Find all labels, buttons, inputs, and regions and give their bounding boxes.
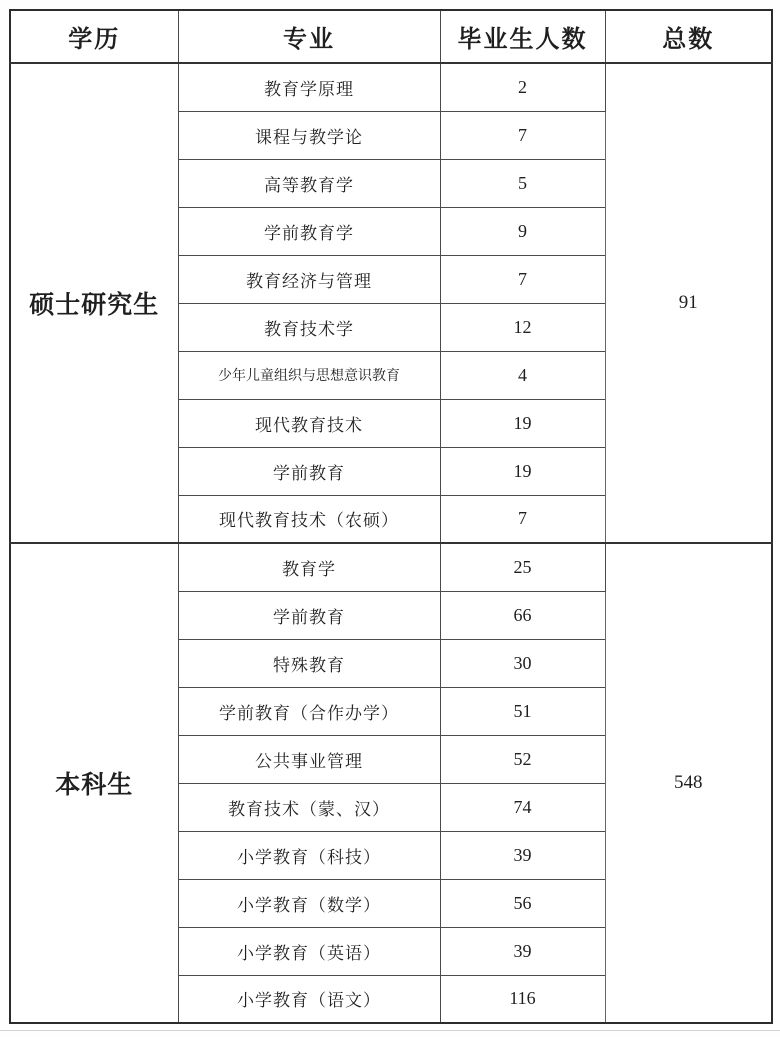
major-cell: 教育技术（蒙、汉） (178, 783, 440, 831)
major-cell: 教育经济与管理 (178, 255, 440, 303)
major-cell: 教育技术学 (178, 303, 440, 351)
table-row (10, 63, 772, 111)
graduate-count-cell: 7 (440, 111, 605, 159)
education-level-cell: 本科生 (10, 543, 178, 1023)
major-cell: 小学教育（数学） (178, 879, 440, 927)
header-education-level: 学历 (10, 10, 178, 63)
header-major: 专业 (178, 10, 440, 63)
graduates-table (9, 9, 773, 1024)
graduate-count-cell: 19 (440, 399, 605, 447)
major-cell: 学前教育（合作办学） (178, 687, 440, 735)
header-total: 总数 (605, 10, 772, 63)
table-header-row (10, 10, 772, 63)
graduate-count-cell: 39 (440, 831, 605, 879)
graduate-count-cell: 116 (440, 975, 605, 1023)
table-row (10, 543, 772, 591)
major-cell: 特殊教育 (178, 639, 440, 687)
table-body (10, 63, 772, 1023)
graduate-count-cell: 5 (440, 159, 605, 207)
major-cell: 现代教育技术（农硕） (178, 495, 440, 543)
education-level-cell: 硕士研究生 (10, 63, 178, 543)
graduate-count-cell: 12 (440, 303, 605, 351)
graduate-count-cell: 52 (440, 735, 605, 783)
graduate-count-cell: 9 (440, 207, 605, 255)
graduate-count-cell: 56 (440, 879, 605, 927)
graduate-count-cell: 19 (440, 447, 605, 495)
total-cell: 548 (605, 543, 772, 1023)
graduate-count-cell: 7 (440, 495, 605, 543)
major-cell: 课程与教学论 (178, 111, 440, 159)
major-cell: 教育学 (178, 543, 440, 591)
major-cell: 小学教育（语文） (178, 975, 440, 1023)
graduate-count-cell: 30 (440, 639, 605, 687)
graduate-count-cell: 66 (440, 591, 605, 639)
graduate-count-cell: 4 (440, 351, 605, 399)
graduate-count-cell: 25 (440, 543, 605, 591)
major-cell: 学前教育 (178, 447, 440, 495)
header-graduate-count: 毕业生人数 (440, 10, 605, 63)
major-cell: 少年儿童组织与思想意识教育 (178, 351, 440, 399)
graduate-count-cell: 7 (440, 255, 605, 303)
graduate-count-cell: 2 (440, 63, 605, 111)
major-cell: 公共事业管理 (178, 735, 440, 783)
major-cell: 学前教育 (178, 591, 440, 639)
major-cell: 教育学原理 (178, 63, 440, 111)
major-cell: 现代教育技术 (178, 399, 440, 447)
major-cell: 高等教育学 (178, 159, 440, 207)
graduate-count-cell: 39 (440, 927, 605, 975)
page-bottom-shadow (0, 1030, 780, 1031)
major-cell: 小学教育（科技） (178, 831, 440, 879)
graduate-count-cell: 51 (440, 687, 605, 735)
major-cell: 学前教育学 (178, 207, 440, 255)
graduate-count-cell: 74 (440, 783, 605, 831)
total-cell: 91 (605, 63, 772, 543)
major-cell: 小学教育（英语） (178, 927, 440, 975)
